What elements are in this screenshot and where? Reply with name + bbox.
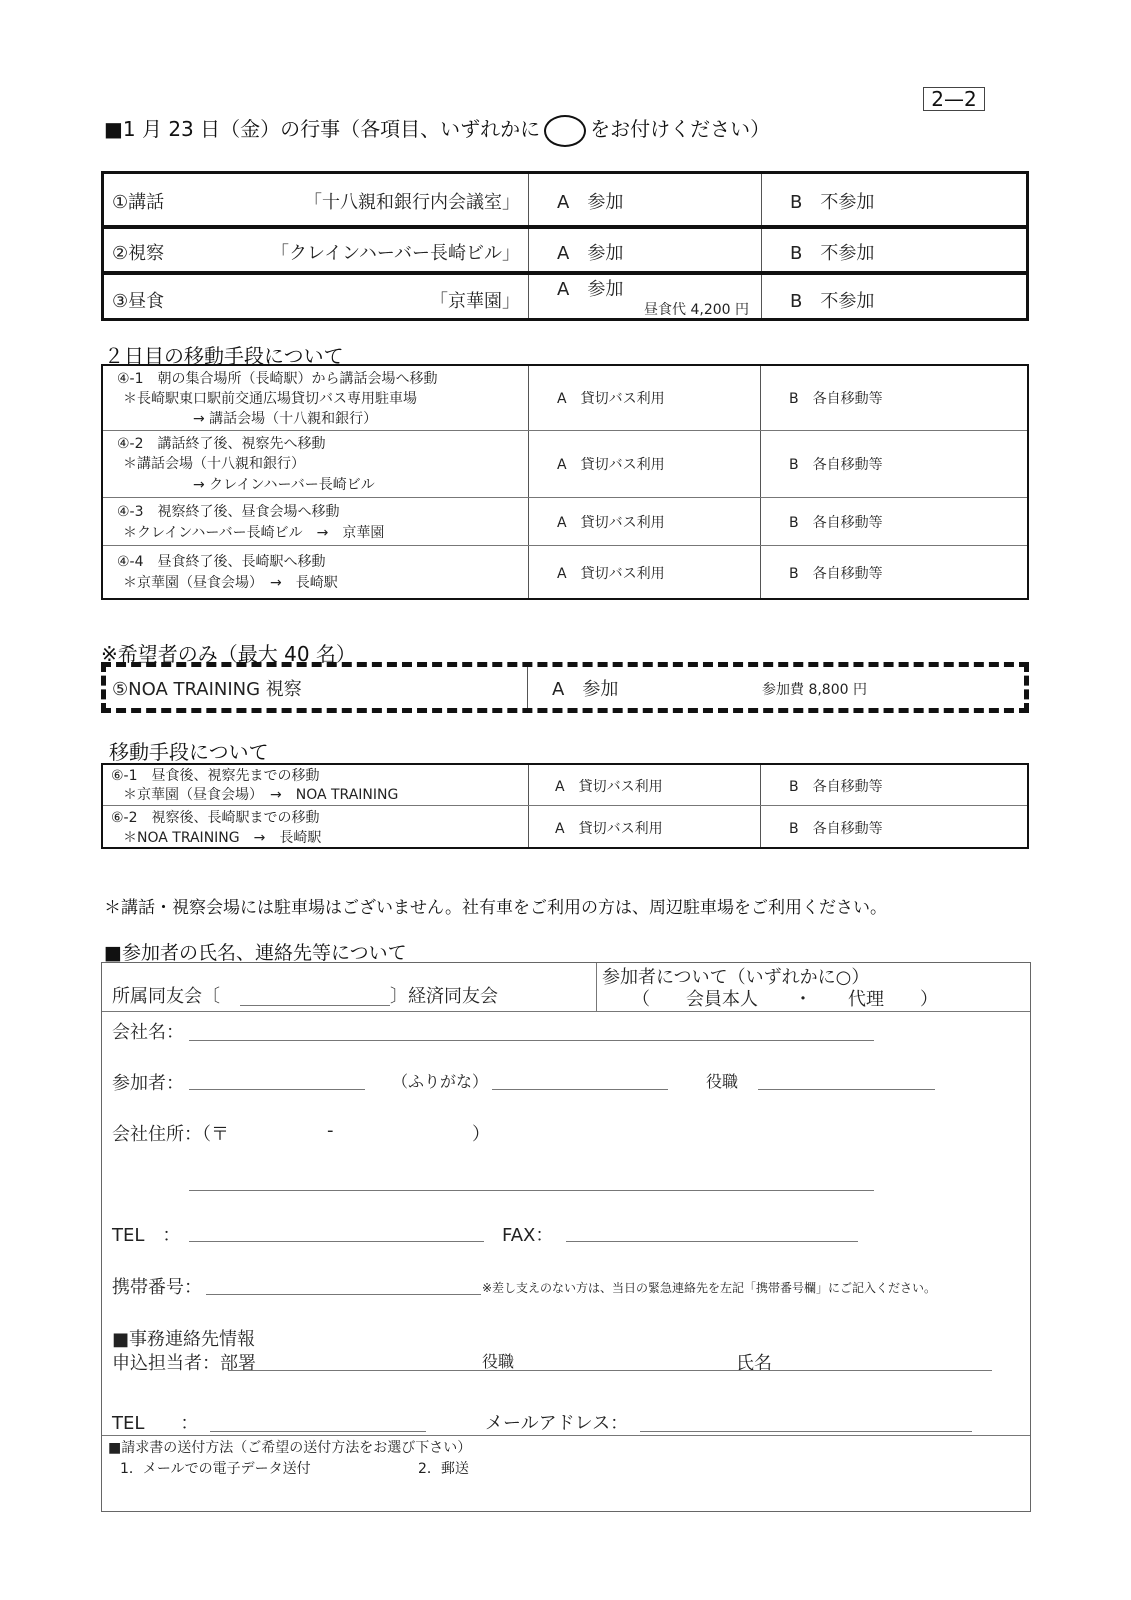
circle-icon bbox=[544, 115, 586, 147]
participant-label: 参加者： bbox=[112, 1073, 184, 1094]
transport-option-b[interactable]: B 各自移動等 bbox=[789, 457, 883, 473]
event-option-b[interactable]: B 不参加 bbox=[790, 243, 875, 264]
email-input[interactable] bbox=[640, 1431, 972, 1432]
mobile-input[interactable] bbox=[206, 1294, 481, 1295]
office-tel-input[interactable] bbox=[210, 1431, 426, 1432]
optional-fee: 参加費 8,800 円 bbox=[762, 682, 867, 698]
applicant-label: 申込担当者：部署 bbox=[112, 1353, 256, 1374]
company-input[interactable] bbox=[189, 1040, 874, 1041]
event-name: ③昼食 bbox=[112, 291, 165, 312]
transport-option-a[interactable]: A 貸切バス利用 bbox=[529, 431, 761, 497]
title-suffix: をお付けください） bbox=[590, 117, 771, 141]
transport-row: ⑥-1 昼食後、視察先までの移動 ＊京華園（昼食会場） → NOA TRAINING A 貸切バス利用 B 各自移動等 bbox=[103, 765, 1027, 806]
affiliation-input[interactable] bbox=[240, 1005, 390, 1006]
company-label: 会社名： bbox=[112, 1022, 184, 1043]
event-name: ②視察 bbox=[112, 243, 165, 264]
transport-option-b[interactable]: B 各自移動等 bbox=[789, 391, 883, 407]
tel-label: TEL ： bbox=[112, 1225, 181, 1246]
email-label: メールアドレス： bbox=[485, 1413, 629, 1434]
transport-row: ④-3 視察終了後、昼食会場へ移動 ＊クレインハーバー長崎ビル → 京華園 A 貸切バス利用 B 各自移動等 bbox=[103, 498, 1027, 546]
page-title bbox=[104, 113, 770, 147]
participant-type-label: 参加者について（いずれかに○） bbox=[602, 967, 870, 988]
optional-name: ⑤NOA TRAINING 視察 bbox=[112, 679, 302, 700]
participant-type-options[interactable]: （ 会員本人 ・ 代理 ） bbox=[632, 989, 938, 1010]
mobile-note: ※差し支えのない方は、当日の緊急連絡先を左記「携帯番号欄」にご記入ください。 bbox=[482, 1281, 937, 1295]
office-heading: ■事務連絡先情報 bbox=[112, 1329, 256, 1350]
transport-option-a[interactable]: A 貸切バス利用 bbox=[529, 498, 761, 545]
event-venue: 「京華園」 bbox=[430, 291, 520, 312]
event-option-a[interactable]: A 参加 bbox=[529, 174, 762, 225]
affiliation-prefix: 所属同友会〔 bbox=[112, 986, 220, 1007]
lunch-fee: 昼食代 4,200 円 bbox=[644, 302, 749, 318]
event-venue: 「クレインハーバー長崎ビル」 bbox=[271, 243, 520, 264]
optional-box bbox=[101, 662, 1029, 713]
furigana-label: （ふりがな） bbox=[392, 1072, 489, 1091]
event-option-b[interactable]: B 不参加 bbox=[790, 192, 875, 213]
address-dash: - bbox=[327, 1120, 334, 1141]
event-row bbox=[104, 275, 1026, 318]
tel-input[interactable] bbox=[189, 1241, 484, 1242]
optional-heading: ※希望者のみ（最大 40 名） bbox=[101, 642, 356, 666]
address-input[interactable] bbox=[189, 1190, 874, 1191]
parking-note: ＊講話・視察会場には駐車場はございません。社有車をご利用の方は、周辺駐車場をご利用ください。 bbox=[104, 898, 888, 918]
event-option-a[interactable]: A 参加 昼食代 4,200 円 bbox=[529, 275, 762, 318]
transport2-table bbox=[101, 763, 1029, 849]
transport2-heading: 移動手段について bbox=[109, 740, 269, 764]
divider bbox=[527, 667, 528, 708]
divider bbox=[102, 1435, 1030, 1436]
transport-option-b[interactable]: B 各自移動等 bbox=[789, 821, 883, 837]
fax-input[interactable] bbox=[566, 1241, 858, 1242]
furigana-input[interactable] bbox=[492, 1089, 668, 1090]
event-row bbox=[104, 174, 1026, 229]
invoice-option-mail[interactable]: 2．郵送 bbox=[418, 1461, 469, 1477]
participant-input[interactable] bbox=[189, 1089, 365, 1090]
affiliation-suffix: 〕経済同友会 bbox=[390, 986, 498, 1007]
transport-option-a[interactable]: A 貸切バス利用 bbox=[529, 765, 761, 805]
fax-label: FAX： bbox=[502, 1225, 554, 1246]
address-close: ） bbox=[472, 1124, 490, 1145]
day2-transport-table bbox=[101, 364, 1029, 600]
events-table bbox=[101, 171, 1029, 321]
transport-option-b[interactable]: B 各自移動等 bbox=[789, 566, 883, 582]
participant-heading: ■参加者の氏名、連絡先等について bbox=[104, 942, 407, 964]
event-row bbox=[104, 229, 1026, 275]
office-tel-label: TEL ： bbox=[112, 1413, 199, 1434]
applicant-input[interactable] bbox=[228, 1370, 992, 1371]
participant-form bbox=[101, 962, 1031, 1512]
event-venue: 「十八親和銀行内会議室」 bbox=[304, 192, 520, 213]
title-prefix: ■1 月 23 日（金）の行事（各項目、いずれかに bbox=[104, 117, 541, 141]
invoice-heading: ■請求書の送付方法（ご希望の送付方法をお選び下さい） bbox=[108, 1440, 472, 1456]
applicant-position: 役職 bbox=[482, 1352, 515, 1371]
optional-option-a[interactable]: A 参加 bbox=[552, 679, 619, 700]
transport-option-b[interactable]: B 各自移動等 bbox=[789, 515, 883, 531]
event-option-a[interactable]: A 参加 bbox=[529, 229, 762, 271]
transport-row: ④-4 昼食終了後、長崎駅へ移動 ＊京華園（昼食会場） → 長崎駅 A 貸切バス利用 B 各自移動等 bbox=[103, 546, 1027, 598]
position-input[interactable] bbox=[758, 1089, 935, 1090]
event-option-b[interactable]: B 不参加 bbox=[790, 291, 875, 312]
transport-row: ④-2 講話終了後、視察先へ移動 ＊講話会場（十八親和銀行） → クレインハーバー長崎ビル A 貸切バス利用 B 各自移動等 bbox=[103, 431, 1027, 498]
transport-option-a[interactable]: A 貸切バス利用 bbox=[529, 546, 761, 598]
transport-option-a[interactable]: A 貸切バス利用 bbox=[529, 366, 761, 430]
invoice-option-email[interactable]: 1．メールでの電子データ送付 bbox=[120, 1461, 311, 1477]
transport-row: ⑥-2 視察後、長崎駅までの移動 ＊NOA TRAINING → 長崎駅 A 貸切バス利用 B 各自移動等 bbox=[103, 806, 1027, 847]
day2-transport-heading: ２日目の移動手段について bbox=[104, 344, 344, 368]
transport-row: ④-1 朝の集合場所（長崎駅）から講話会場へ移動 ＊長崎駅東口駅前交通広場貸切バス専用駐車場 → 講話会場（十八親和銀行） A 貸切バス利用 B 各自移動等 bbox=[103, 366, 1027, 431]
mobile-label: 携帯番号： bbox=[112, 1277, 202, 1298]
page-number: 2—2 bbox=[923, 87, 985, 111]
position-label: 役職 bbox=[706, 1072, 739, 1091]
event-name: ①講話 bbox=[112, 192, 165, 213]
address-label: 会社住所：（〒 bbox=[112, 1124, 229, 1145]
applicant-name: 氏名 bbox=[736, 1353, 772, 1374]
transport-option-b[interactable]: B 各自移動等 bbox=[789, 779, 883, 795]
transport-option-a[interactable]: A 貸切バス利用 bbox=[529, 806, 761, 847]
